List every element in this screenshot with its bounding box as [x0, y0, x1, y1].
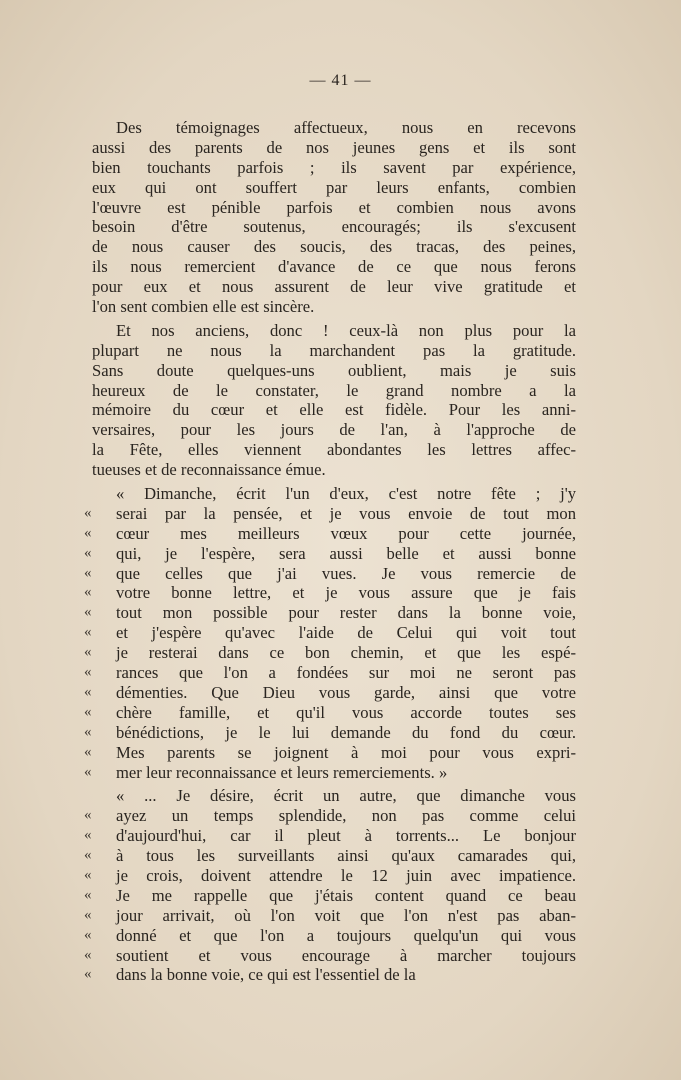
text-line — [84, 663, 576, 683]
page-number: — 41 — — [309, 72, 372, 89]
text-line — [84, 945, 576, 966]
text-line — [84, 603, 576, 623]
text-line — [84, 905, 576, 926]
line-text: Je me rappelle que j'étais content quand ce beau — [116, 885, 576, 905]
body-text — [84, 118, 576, 985]
text-line — [84, 965, 576, 985]
quote-mark: « — [84, 847, 92, 864]
line-text: et j'espère qu'avec l'aide de Celui qui voit tout — [116, 623, 576, 643]
text-line — [84, 523, 576, 544]
paragraph — [84, 484, 576, 782]
quote-mark: « — [84, 504, 92, 521]
quote-mark: « — [84, 966, 92, 983]
quote-mark: « — [84, 807, 92, 824]
line-text: Des témoignages affectueux, nous en recevons — [116, 118, 576, 137]
text-line — [92, 341, 576, 361]
line-text: « Dimanche, écrit l'un d'eux, c'est notre fête ; j'y — [116, 484, 576, 504]
line-text: tout mon possible pour rester dans la bonne voie, — [116, 603, 576, 623]
line-text: l'œuvre est pénible parfois et combien nous avons — [92, 197, 576, 217]
line-text: je resterai dans ce bon chemin, et que les espé- — [116, 643, 576, 663]
text-line — [92, 321, 576, 341]
quote-mark: « — [84, 827, 92, 844]
line-text: l'on sent combien elle est sincère. — [92, 297, 315, 317]
line-text: de nous causer des soucis, des tracas, des peines, — [92, 237, 576, 257]
text-line — [84, 826, 576, 846]
text-line — [92, 297, 576, 317]
line-text: je crois, doivent attendre le 12 juin avec impatience. — [116, 865, 576, 885]
text-line — [92, 178, 576, 198]
line-text: votre bonne lettre, et je vous assure que je fais — [116, 583, 576, 603]
line-text: besoin d'être soutenus, encouragés; ils s'excusent — [92, 217, 576, 237]
quote-mark: « — [84, 604, 92, 621]
quote-mark: « — [84, 624, 92, 641]
line-text: à tous les surveillants ainsi qu'aux camarades qui, — [116, 846, 576, 866]
line-text: bénédictions, je le lui demande du fond du cœur. — [116, 722, 576, 742]
line-text: tueuses et de reconnaissance émue. — [92, 460, 326, 480]
quote-mark: « — [84, 926, 92, 943]
text-line — [92, 158, 576, 178]
line-text: mémoire du cœur et elle est fidèle. Pour les anni- — [92, 400, 576, 420]
line-text: démenties. Que Dieu vous garde, ainsi que votre — [116, 682, 576, 702]
text-line — [84, 682, 576, 703]
line-text: ils nous remercient d'avance de ce que nous ferons — [92, 257, 576, 277]
quote-mark: « — [84, 544, 92, 561]
quote-mark: « — [84, 524, 92, 541]
quote-mark: « — [84, 644, 92, 661]
line-text: la Fête, elles viennent abondantes les lettres affec- — [92, 440, 576, 460]
text-line — [92, 198, 576, 218]
quote-mark: « — [84, 886, 92, 903]
text-line — [84, 563, 576, 584]
text-line — [92, 138, 576, 158]
line-text: que celles que j'ai vues. Je vous remercie de — [116, 563, 576, 583]
text-line — [84, 925, 576, 946]
text-line — [84, 742, 576, 763]
text-line — [84, 846, 576, 866]
text-line — [92, 484, 576, 504]
line-text: d'aujourd'hui, car il pleut à torrents... Le bonjour — [116, 826, 576, 846]
line-text: rances que l'on a fondées sur moi ne seront pas — [116, 663, 576, 683]
text-line — [92, 237, 576, 257]
text-line — [92, 381, 576, 401]
text-line — [92, 400, 576, 420]
text-line — [92, 118, 576, 138]
quote-mark: « — [84, 946, 92, 963]
line-text: Sans doute quelques-uns oublient, mais je suis — [92, 360, 576, 380]
text-line — [84, 762, 576, 783]
text-line — [84, 865, 576, 886]
line-text: eux qui ont souffert par leurs enfants, combien — [92, 177, 576, 197]
text-line — [92, 786, 576, 806]
line-text: qui, je l'espère, sera aussi belle et aussi bonne — [116, 543, 576, 563]
text-line — [84, 503, 576, 524]
line-text: plupart ne nous la marchandent pas la gratitude. — [92, 340, 576, 360]
line-text: donné et que l'on a toujours quelqu'un qui vous — [116, 925, 576, 945]
quote-mark: « — [84, 743, 92, 760]
text-line — [92, 420, 576, 440]
quote-mark: « — [84, 664, 92, 681]
line-text: bien touchants parfois ; ils savent par expérience, — [92, 157, 576, 177]
text-line — [84, 583, 576, 603]
line-text: soutient et vous encourage à marcher toujours — [116, 945, 576, 965]
quote-mark: « — [84, 703, 92, 720]
quote-mark: « — [84, 683, 92, 700]
paragraph — [84, 786, 576, 985]
paragraph — [92, 321, 576, 480]
quote-mark: « — [84, 866, 92, 883]
text-line — [92, 440, 576, 460]
line-text: cœur mes meilleurs vœux pour cette journée, — [116, 523, 576, 543]
text-line — [92, 257, 576, 277]
paragraph — [92, 118, 576, 317]
quote-mark: « — [84, 763, 92, 780]
line-text: aussi des parents de nos jeunes gens et ils sont — [92, 137, 576, 157]
text-line — [84, 643, 576, 663]
text-line — [92, 460, 576, 480]
text-line — [84, 722, 576, 743]
line-text: serai par la pensée, et je vous envoie de tout mon — [116, 503, 576, 523]
line-text: dans la bonne voie, ce qui est l'essentiel de la — [116, 965, 416, 985]
text-line — [92, 217, 576, 237]
line-text: Et nos anciens, donc ! ceux-là non plus pour la — [116, 320, 576, 340]
line-text: Mes parents se joignent à moi pour vous expri- — [116, 742, 576, 762]
line-text: heureux de le constater, le grand nombre a la — [92, 380, 576, 400]
line-text: mer leur reconnaissance et leurs remerciements. » — [116, 762, 448, 782]
line-text: jour arrivait, où l'on voit que l'on n'est pas aban- — [116, 905, 576, 925]
line-text: versaires, pour les jours de l'an, à l'approche de — [92, 420, 576, 440]
line-text: ayez un temps splendide, non pas comme celui — [116, 806, 576, 826]
text-line — [84, 702, 576, 723]
text-line — [84, 885, 576, 906]
line-text: chère famille, et qu'il vous accorde toutes ses — [116, 702, 576, 722]
quote-mark: « — [84, 564, 92, 581]
text-line — [84, 806, 576, 826]
quote-mark: « — [84, 723, 92, 740]
text-line — [84, 623, 576, 643]
line-text: « ... Je désire, écrit un autre, que dimanche vous — [116, 786, 576, 806]
line-text: pour eux et nous assurent de leur vive gratitude et — [92, 277, 576, 297]
text-line — [84, 543, 576, 564]
quote-mark: « — [84, 584, 92, 601]
text-line — [92, 361, 576, 381]
quote-mark: « — [84, 906, 92, 923]
text-line — [92, 277, 576, 297]
